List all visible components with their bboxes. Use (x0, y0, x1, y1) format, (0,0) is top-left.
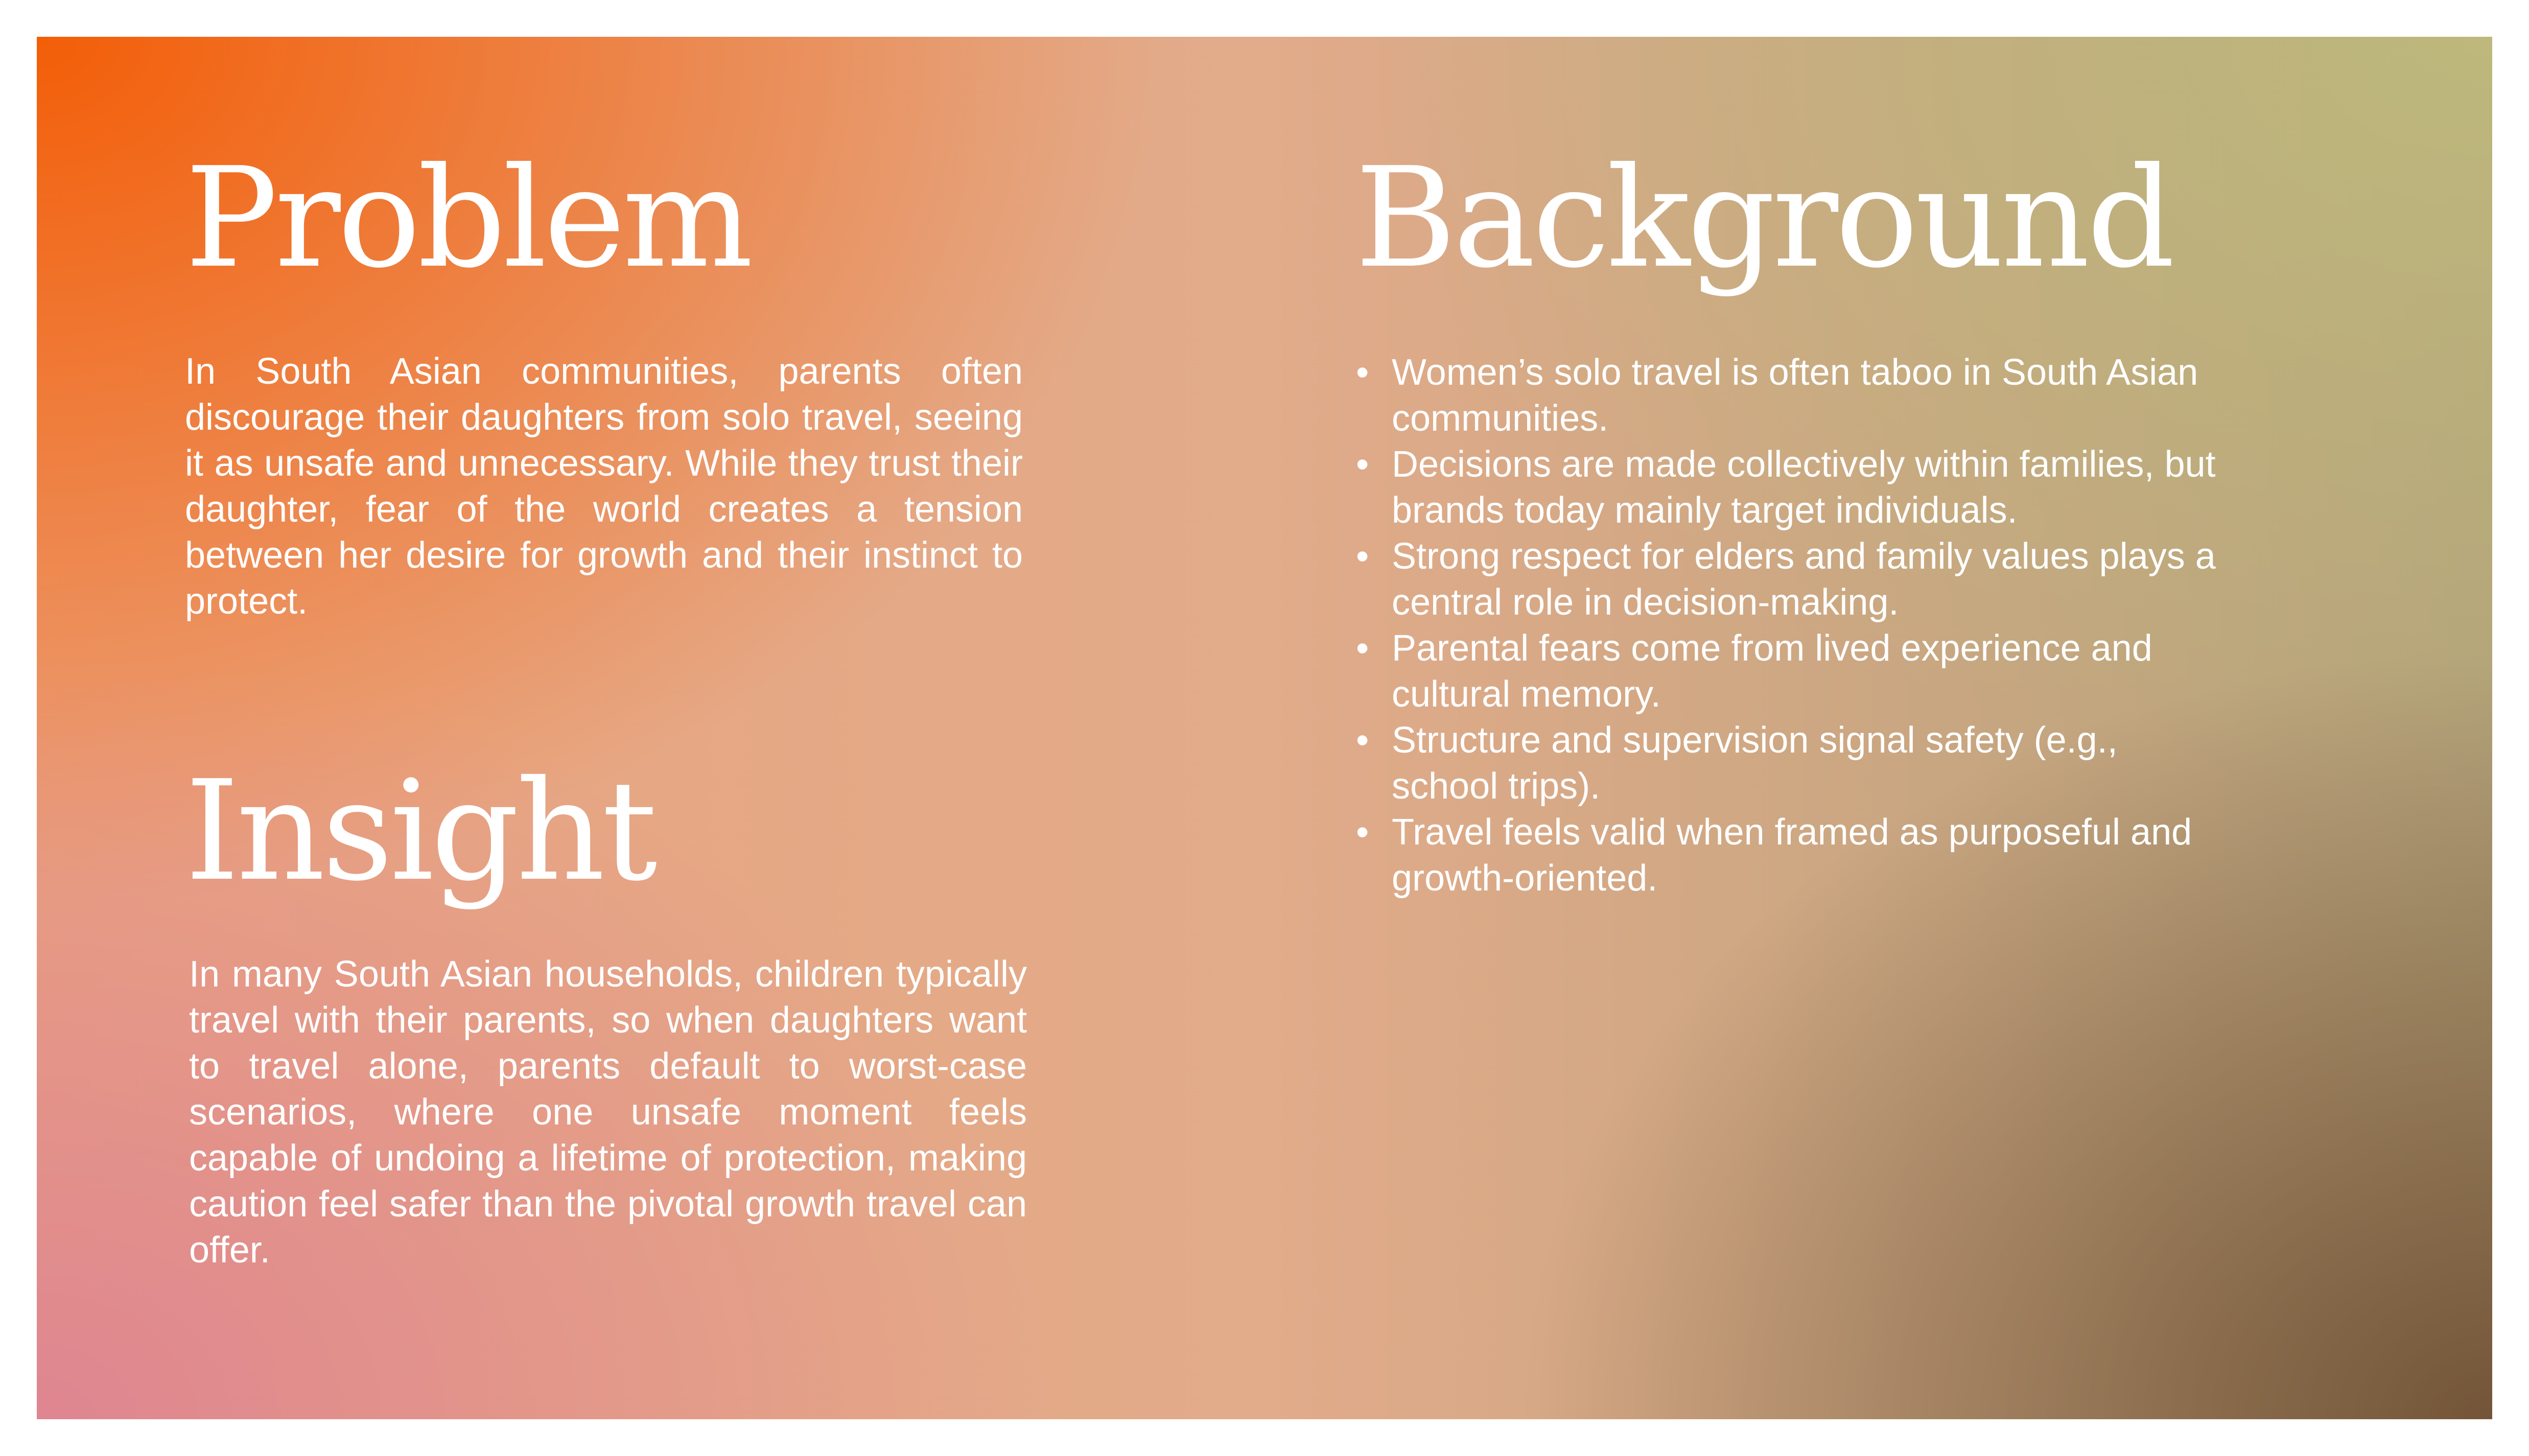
background-bullet-list (1355, 349, 2234, 901)
problem-paragraph: In South Asian communities, parents often discourage their daughters from solo travel, seeing it as unsafe and unnecessary. While they trust their daughter, fear of the world creates a tension between her desire for growth and their instinct to protect. (185, 351, 1023, 622)
slide-canvas (37, 37, 2492, 1419)
bullet-dot-icon: • (1356, 536, 1369, 577)
bullet-dot-icon: • (1356, 352, 1369, 393)
bullet-item: • Strong respect for elders and family values plays a central role in decision-making. (1355, 533, 2234, 625)
bullet-item: • Women’s solo travel is often taboo in South Asian communities. (1355, 349, 2234, 441)
insight-paragraph: In many South Asian households, children typically travel with their parents, so when daughters want to travel alone, parents default to worst-case scenarios, where one unsafe moment feels capable of undoing a lifetime of protection, making caution feel safer than the pivotal growth travel can offer. (189, 954, 1027, 1271)
bullet-item: • Parental fears come from lived experience and cultural memory. (1355, 625, 2234, 717)
bullet-dot-icon: • (1356, 720, 1369, 761)
bullet-item: • Travel feels valid when framed as purposeful and growth-oriented. (1355, 809, 2234, 901)
bullet-dot-icon: • (1356, 812, 1369, 853)
bullet-item: • Structure and supervision signal safety (e.g., school trips). (1355, 717, 2234, 809)
bullet-dot-icon: • (1356, 444, 1369, 485)
insight-heading: Insight (185, 750, 654, 911)
bullet-item: • Decisions are made collectively within families, but brands today mainly target individuals. (1355, 441, 2234, 533)
bullet-dot-icon: • (1356, 628, 1369, 669)
background-heading: Background (1355, 137, 2172, 298)
problem-heading: Problem (185, 137, 751, 298)
